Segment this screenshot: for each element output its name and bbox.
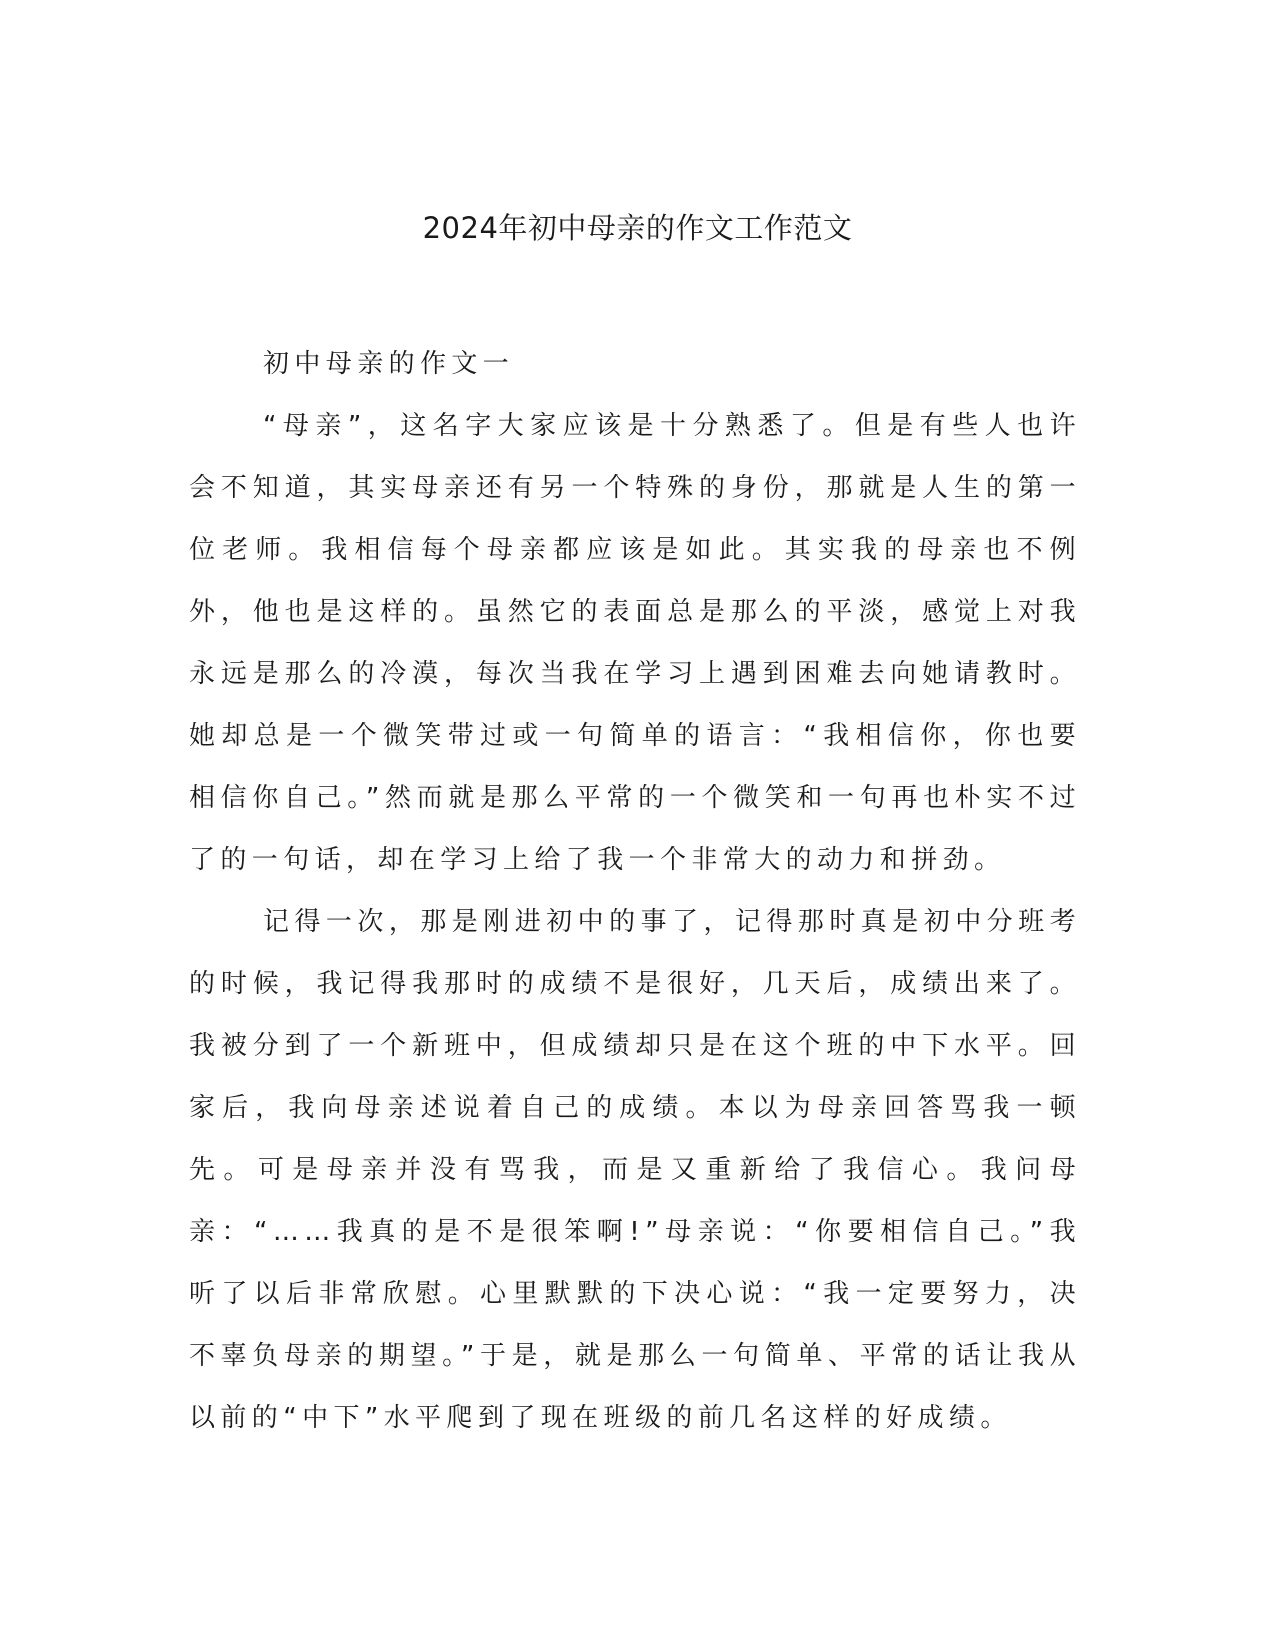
paragraph-2: 记得一次，那是刚进初中的事了，记得那时真是初中分班考的时候，我记得我那时的成绩不是很好，几天后，成绩出来了。我被分到了一个新班中，但成绩却只是在这个班的中下水平。回家后，我向母亲述说着自己的成绩。本以为母亲回答骂我一顿先。可是母亲并没有骂我，而是又重新给了我信心。我问母亲：“……我真的是不是很笨啊!”母亲说：“你要相信自己。”我听了以后非常欣慰。心里默默的下决心说：“我一定要努力，决不辜负母亲的期望。”于是，就是那么一句简单、平常的话让我从以前的“中下”水平爬到了现在班级的前几名这样的好成绩。 [189, 907, 1081, 1433]
document-body [189, 333, 1081, 1449]
section-heading: 初中母亲的作文一 [263, 349, 515, 379]
paragraph-1: “母亲”，这名字大家应该是十分熟悉了。但是有些人也许会不知道，其实母亲还有另一个特殊的身份，那就是人生的第一位老师。我相信每个母亲都应该是如此。其实我的母亲也不例外，他也是这样的。虽然它的表面总是那么的平淡，感觉上对我永远是那么的冷漠，每次当我在学习上遇到困难去向她请教时。她却总是一个微笑带过或一句简单的语言：“我相信你，你也要相信你自己。”然而就是那么平常的一个微笑和一句再也朴实不过了的一句话，却在学习上给了我一个非常大的动力和拼劲。 [189, 411, 1081, 875]
document-title: 2024年初中母亲的作文工作范文 [422, 211, 853, 245]
